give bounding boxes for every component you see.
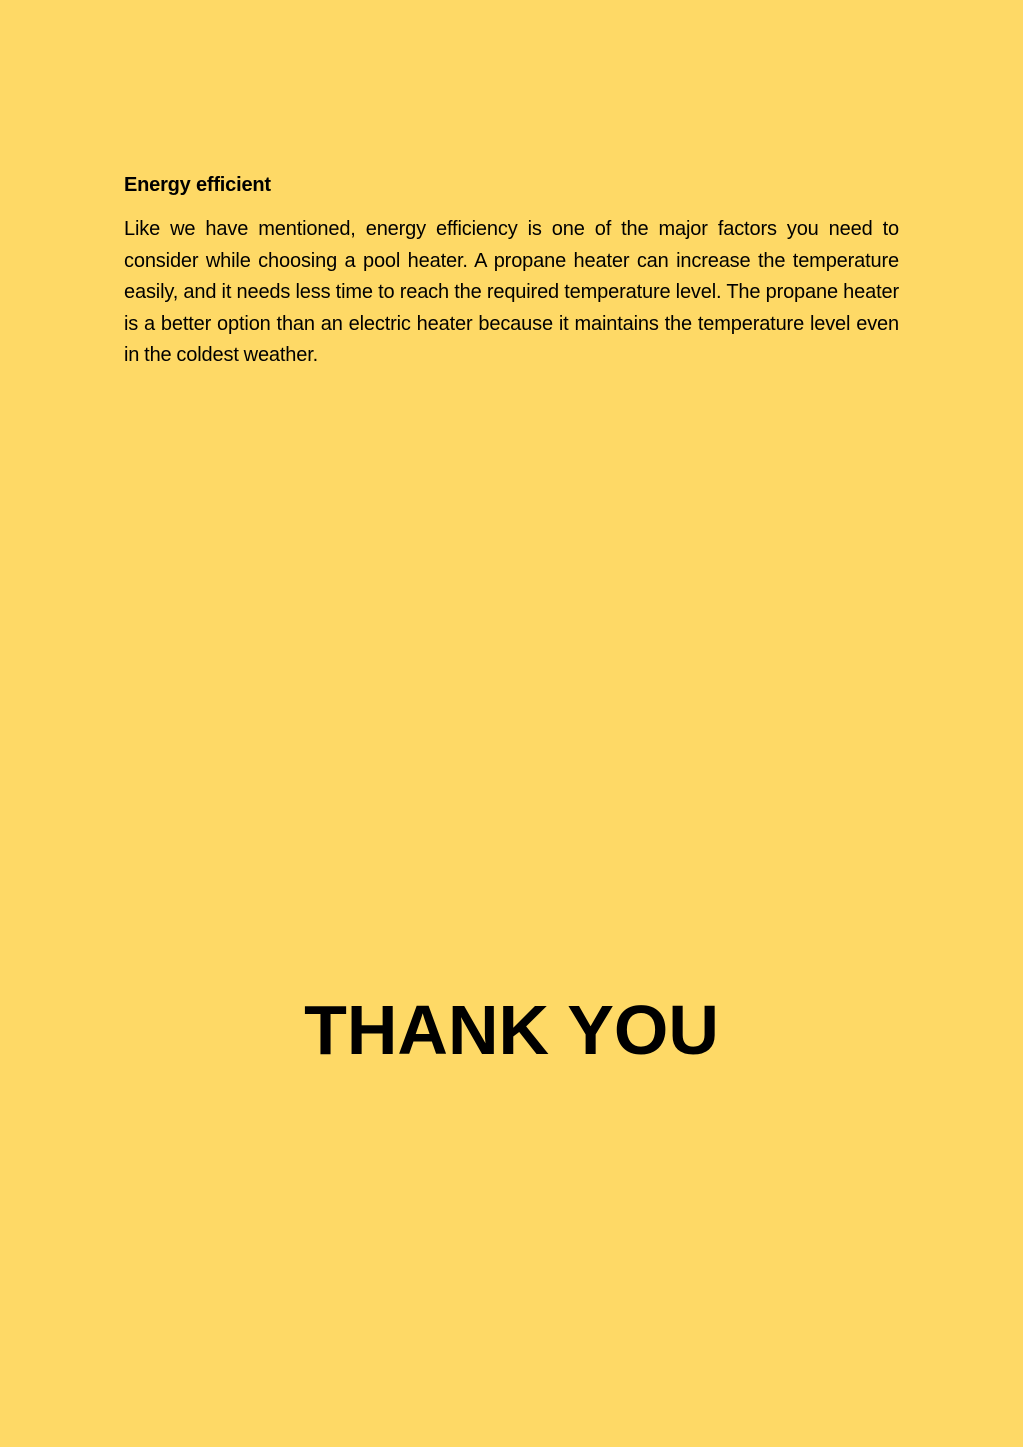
closing-title: THANK YOU [304,991,719,1069]
body-paragraph: Like we have mentioned, energy efficiency is one of the major factors you need to consider while choosing a pool heater. A propane heater can increase the temperature easily, and it needs less time to reach the required temperature level. The propane heater is a better option than an electric heater because it maintains the temperature level even in the coldest weather. [124,218,899,367]
section-heading: Energy efficient [124,174,271,196]
